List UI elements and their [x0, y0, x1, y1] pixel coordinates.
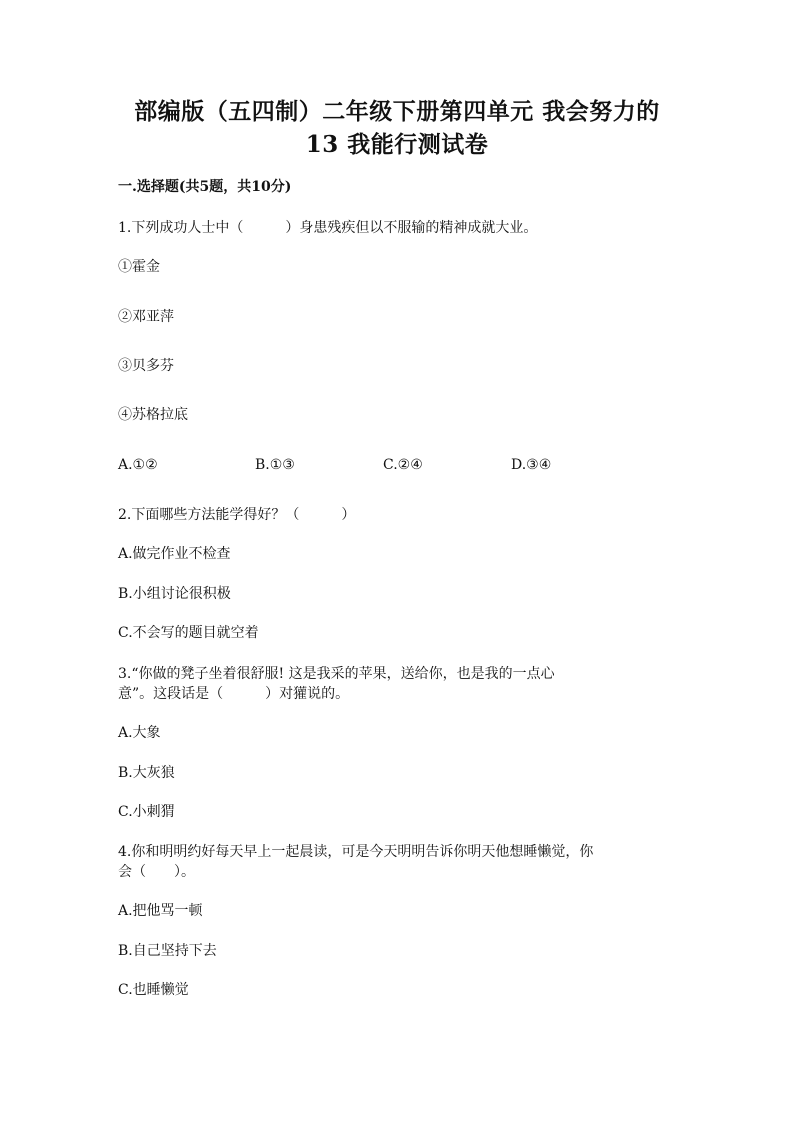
question-4-option-c[interactable]: C.也睡懒觉: [118, 982, 189, 998]
question-1-option-b[interactable]: B.①③: [255, 457, 295, 473]
question-2-option-c[interactable]: C.不会写的题目就空着: [118, 625, 259, 641]
question-1-item-1: ①霍金: [118, 259, 160, 275]
question-1-item-3: ③贝多芬: [118, 358, 174, 374]
question-1-option-d[interactable]: D.③④: [511, 457, 552, 473]
question-3-option-b[interactable]: B.大灰狼: [118, 765, 175, 781]
question-3-stem-line-2: 意”。这段话是（ ）对獾说的。: [118, 686, 350, 702]
page-title-line-1: 部编版（五四制）二年级下册第四单元 我会努力的: [134, 98, 660, 125]
question-4-stem-line-2: 会（ ）。: [118, 864, 195, 880]
page-title-line-2: 13 我能行测试卷: [305, 131, 489, 158]
question-2-stem: 2.下面哪些方法能学得好？（ ）: [118, 507, 356, 523]
question-4-stem-line-1: 4.你和明明约好每天早上一起晨读，可是今天明明告诉你明天他想睡懒觉，你: [118, 844, 594, 860]
question-2-option-a[interactable]: A.做完作业不检查: [118, 546, 231, 562]
question-1-option-c[interactable]: C.②④: [383, 457, 423, 473]
question-1-options: [118, 455, 678, 475]
section-heading: 一.选择题(共5题，共10分): [118, 179, 292, 195]
question-4-option-a[interactable]: A.把他骂一顿: [118, 903, 203, 919]
question-3-option-c[interactable]: C.小刺猬: [118, 804, 175, 820]
question-4-option-b[interactable]: B.自己坚持下去: [118, 943, 217, 959]
question-3-option-a[interactable]: A.大象: [118, 725, 161, 741]
question-2-option-b[interactable]: B.小组讨论很积极: [118, 586, 231, 602]
question-1-item-2: ②邓亚萍: [118, 309, 174, 325]
question-3-stem-line-1: 3.“你做的凳子坐着很舒服! 这是我采的苹果，送给你，也是我的一点心: [118, 666, 555, 682]
question-1-item-4: ④苏格拉底: [118, 407, 188, 423]
question-1-stem: 1.下列成功人士中（ ）身患残疾但以不服输的精神成就大业。: [118, 220, 538, 236]
question-1-option-a[interactable]: A.①②: [118, 457, 158, 473]
